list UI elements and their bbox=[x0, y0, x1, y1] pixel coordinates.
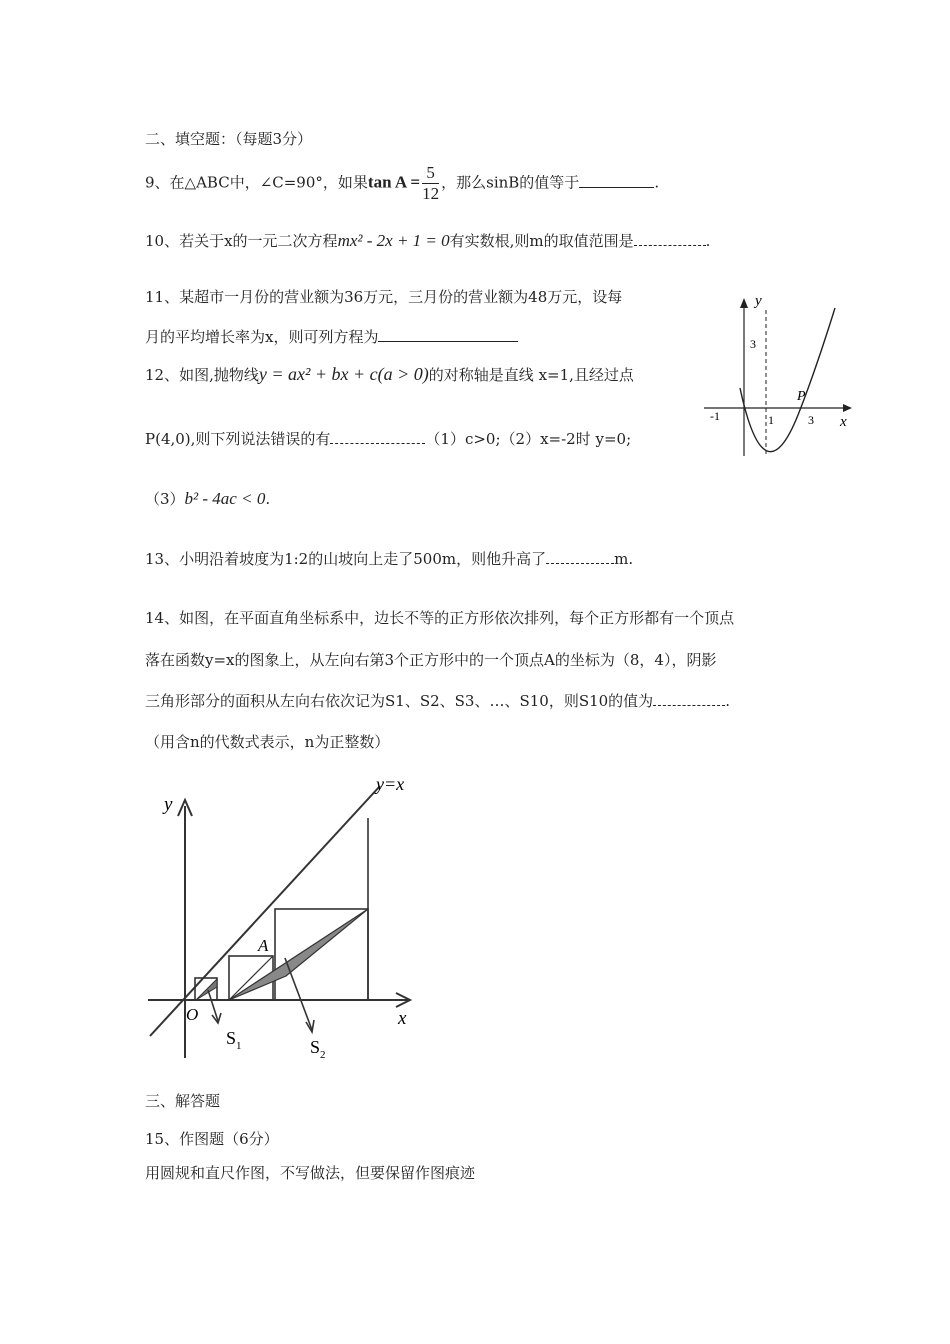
q12-tick-3: 3 bbox=[750, 337, 756, 351]
q12-x-label: x bbox=[840, 414, 847, 430]
q12-line3-end: . bbox=[265, 490, 271, 508]
q9-numerator: 5 bbox=[422, 163, 439, 184]
q14-square-3 bbox=[275, 909, 368, 1000]
q14-s2-label: $S_2$ bbox=[310, 1037, 326, 1061]
q12-parabola-curve bbox=[740, 308, 835, 452]
q12-answer-blank[interactable] bbox=[330, 429, 425, 444]
q11-answer-blank[interactable] bbox=[378, 327, 518, 342]
q12-y-label: y bbox=[755, 293, 762, 309]
q12-y-arrow-icon bbox=[740, 298, 748, 308]
q14-y-label: y bbox=[164, 794, 173, 815]
question-11-line-1: 11、某超市一月份的营业额为36万元，三月份的营业额为48万元，设每 bbox=[145, 288, 623, 306]
q12-tick-neg1: -1 bbox=[710, 409, 720, 423]
q9-end: . bbox=[654, 173, 660, 192]
q9-denominator: 12 bbox=[422, 184, 440, 203]
question-15-title: 15、作图题（6分） bbox=[145, 1130, 279, 1148]
q14-line-label: y=x bbox=[376, 774, 405, 794]
q14-point-a-label: A bbox=[258, 936, 269, 955]
question-14-line-2: 落在函数y=x的图象上，从左向右第3个正方形中的一个顶点A的坐标为（8，4），阴影 bbox=[145, 651, 717, 669]
question-9 bbox=[145, 163, 659, 204]
q10-answer-blank[interactable] bbox=[634, 231, 706, 246]
q14-line3-end: . bbox=[725, 692, 730, 710]
question-12-line-1 bbox=[145, 364, 634, 385]
q9-answer-blank[interactable] bbox=[579, 173, 654, 188]
q12-x-arrow-icon bbox=[843, 404, 852, 412]
section-3-title: 三、解答题 bbox=[145, 1092, 221, 1110]
q14-squares-graph bbox=[140, 768, 430, 1063]
question-13 bbox=[145, 548, 633, 569]
question-12-line-3 bbox=[145, 488, 270, 509]
question-12-line-2 bbox=[145, 428, 631, 449]
q9-prefix: 9、在△ABC中，∠C=90°，如果 bbox=[145, 173, 368, 192]
q9-suffix: ，那么sinB的值等于 bbox=[441, 173, 580, 192]
q14-line3-text: 三角形部分的面积从左向右依次记为S1、S2、S3、…、S10，则S10的值为 bbox=[145, 692, 654, 710]
q14-s1-label: $S_1$ bbox=[226, 1028, 242, 1052]
q12-line3-prefix: （3） bbox=[145, 490, 185, 508]
q12-line3-equation: b² - 4ac < 0 bbox=[184, 489, 266, 508]
q13-text: 13、小明沿着坡度为1:2的山坡向上走了500m，则他升高了 bbox=[145, 550, 547, 568]
q14-origin-label: O bbox=[186, 1005, 199, 1024]
q12-point-p-label: P bbox=[797, 389, 806, 404]
q14-x-label: x bbox=[398, 1008, 407, 1029]
q14-answer-blank[interactable] bbox=[653, 691, 725, 706]
q10-suffix: 有实数根,则m的取值范围是 bbox=[449, 232, 634, 250]
q10-end: . bbox=[705, 232, 711, 250]
q12-tick-x3: 3 bbox=[808, 413, 814, 427]
question-15-text: 用圆规和直尺作图，不写做法，但要保留作图痕迹 bbox=[145, 1164, 476, 1182]
q12-line2-tail: （1）c>0;（2）x=-2时 y=0; bbox=[425, 430, 632, 448]
q10-prefix: 10、若关于x的一元二次方程 bbox=[145, 232, 338, 250]
q12-line2-text: P(4,0),则下列说法错误的有 bbox=[145, 430, 331, 448]
question-10 bbox=[145, 230, 710, 251]
q13-answer-blank[interactable] bbox=[546, 549, 614, 564]
q9-tan-label: tan A = bbox=[367, 172, 421, 192]
q11-line2-text: 月的平均增长率为x，则可列方程为 bbox=[145, 328, 379, 346]
q10-equation: mx² - 2x + 1 = 0 bbox=[337, 231, 450, 250]
q14-shaded-triangle-s2 bbox=[229, 909, 368, 1000]
q12-equation: y = ax² + bx + c(a > 0) bbox=[258, 364, 429, 384]
q9-fraction bbox=[422, 163, 439, 204]
q14-s2-pointer bbox=[285, 958, 312, 1030]
question-14-line-1: 14、如图，在平面直角坐标系中，边长不等的正方形依次排列，每个正方形都有一个顶点 bbox=[145, 609, 735, 627]
q12-parabola-graph bbox=[700, 290, 860, 465]
question-14-line-3 bbox=[145, 690, 730, 711]
q13-end: m. bbox=[614, 550, 634, 568]
q12-tick-1: 1 bbox=[768, 413, 774, 427]
section-2-title: 二、填空题：（每题3分） bbox=[145, 130, 313, 148]
q12-prefix: 12、如图,抛物线 bbox=[145, 366, 259, 384]
q12-suffix: 的对称轴是直线 x=1,且经过点 bbox=[428, 366, 634, 384]
question-14-line-4: （用含n的代数式表示，n为正整数） bbox=[145, 733, 390, 751]
question-11-line-2 bbox=[145, 326, 518, 347]
